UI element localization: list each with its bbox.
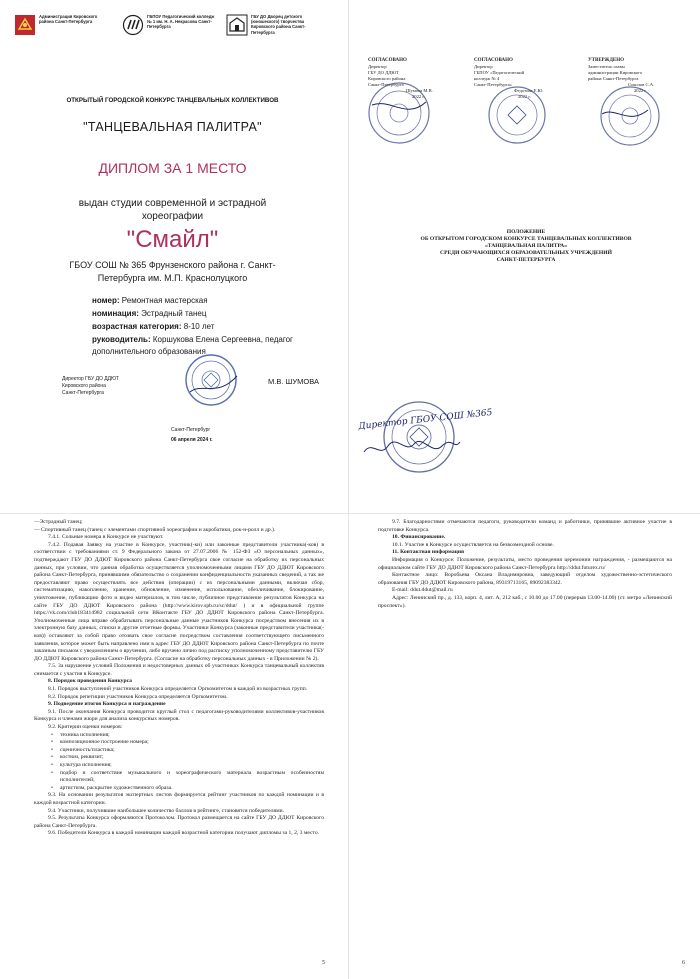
paragraph: Контактное лицо: Воробьева Оксана Владимировна, заведующий отделом художественно-эстетического образования ГБУ ДО ДДЮТ Кировского района, 89319713165, 89092383342. (378, 572, 672, 586)
issued-to-line-1: выдан студии современной и эстрадной (78, 198, 267, 209)
paragraph: 7.5. За нарушение условий Положения и недостоверных данных об участниках Конкурса танцевальный коллектив снимается с участия в Конкурсе. (34, 663, 324, 677)
paragraph: 9.3. На основании результатов экспертных листов формируется рейтинг участников по каждой номинации и в каждой возрастной категории. (34, 792, 324, 806)
signer-line: Кировского района (62, 383, 106, 389)
field-age-category: возрастная категория: 8-10 лет (92, 322, 215, 331)
section-heading: 11. Контактная информация (392, 549, 465, 556)
paragraph: 9.4. Участники, получившие наибольшее количество баллов в рейтинге, становятся победителями. (48, 807, 285, 814)
paragraph: 9.5. Результаты Конкурса оформляются Протоколом. Протокол размещается на сайте ГБУ ДО ДДЮТ Кировского района Санкт-Петербурга. (34, 815, 324, 829)
logo-administration (14, 14, 107, 36)
paragraph: 9.7. Благодарностями отмечаются педагоги, руководители команд и работники, принявшие активное участие в подготовке Конкурса. (378, 519, 672, 533)
paragraph: — Спортивный танец (танец с элементами спортивной хореографии и акробатики, рок-н-ролл и др.). (34, 526, 276, 533)
section-heading: 9. Подведение итогов Конкурса и награждение (48, 701, 166, 708)
list-item: • техника исполнения; (60, 732, 324, 740)
contest-line: ОТКРЫТЫЙ ГОРОДСКОЙ КОНКУРС ТАНЦЕВАЛЬНЫХ КОЛЛЕКТИВОВ (66, 97, 279, 104)
round-seal-icon (366, 80, 432, 146)
paragraph: 9.2. Критерии оценки номеров: (48, 724, 123, 731)
page-6-text (378, 519, 672, 610)
logo-text: ГБУ ДО Дворец детского (юношеского) творчества Кировского района Санкт-Петербурга (251, 14, 306, 35)
regulation-title: ПОЛОЖЕНИЕ ОБ ОТКРЫТОМ ГОРОДСКОМ КОНКУРСЕ ТАНЦЕВАЛЬНЫХ КОЛЛЕКТИВОВ «ТАНЦЕВАЛЬНАЯ ПАЛИТРА» СРЕДИ ОБУЧАЮЩИХСЯ ОБРАЗОВАТЕЛЬНЫХ УЧРЕЖДЕНИЙ САНКТ-ПЕТЕРБУРГА (420, 229, 632, 263)
section-heading: 8. Порядок проведения Конкурса (48, 678, 132, 685)
signer-line: Директор ГБУ ДО ДДЮТ (62, 376, 119, 382)
page-number: 5 (322, 960, 325, 966)
paragraph: 8.2. Порядок репетиции участников Конкурса определяется Оргкомитетом. (48, 693, 228, 700)
page-number: 6 (682, 960, 685, 966)
school-line-1: ГБОУ СОШ № 365 Фрунзенского района г. Санкт- (69, 260, 276, 270)
youth-palace-logo-icon (226, 14, 248, 36)
handwritten-signature: Директор ГБОУ СОШ №365 (358, 407, 493, 432)
field-number: номер: Ремонтная мастерская (92, 296, 208, 305)
paragraph: 7.4.1. Сольные номера в Конкурсе не участвуют. (48, 534, 164, 541)
college-logo-icon (122, 14, 144, 36)
section-heading: 10. Финансирование. (392, 534, 446, 541)
logo-text: Администрация Кировского района Санкт-Петербурга (39, 14, 98, 25)
issued-to-line-2: хореографии (141, 211, 204, 222)
page-divider-vertical (348, 0, 349, 979)
diploma-page (0, 0, 345, 512)
approval-block-2: СОГЛАСОВАНО Директор ГБПОУ «Педагогический колледж № 4 Санкт-Петербурга» Федотова Е.Ю. 2022 г. (474, 58, 544, 99)
list-item: • сценичность/пластика; (60, 747, 324, 755)
paragraph: 10.1. Участие в Конкурсе осуществляется на безвозмездной основе. (392, 541, 554, 548)
contest-name: "ТАНЦЕВАЛЬНАЯ ПАЛИТРА" (83, 120, 262, 134)
paragraph: Адрес: Ленинский пр., д. 133, корп. 4, лит. А, 212 каб., с 10.00 до 17.00 (перерыв 13.00-14.00) (ст. метро «Ленинский проспект»). (378, 594, 672, 609)
studio-name: "Смайл" (126, 226, 219, 253)
field-nomination: номинация: Эстрадный танец (92, 309, 207, 318)
signer-line: Санкт-Петербурга (62, 390, 104, 396)
regulation-page-6 (352, 514, 700, 979)
paragraph: E-mail: ddut.ddut@mail.ru (392, 587, 453, 594)
paragraph: 8.1. Порядок выступлений участников Конкурса определяется Оргкомитетом в каждой из возрастных групп. (48, 686, 308, 693)
regulation-page-5 (0, 514, 345, 979)
logo-college (122, 14, 215, 36)
page-5-text (34, 519, 324, 838)
diploma-title: ДИПЛОМ ЗА 1 МЕСТО (98, 160, 247, 176)
paragraph: 7.4.2. Подавая Заявку на участие в Конкурсе, участник(-ки) или законные представители участника(-ков) в соответствии с требованиями ст. 9 Федерального закона от 27.07.2006 № 152-ФЗ «О персональных данных», подтверждают ГБУ ДО ДДЮТ Кировского района Санкт-Петербурга свое согласие на обработку их персональных данных, при условии, что данная обработка осуществляется уполномоченными лицами ГБУ ДО ДДЮТ Кировского района Санкт-Петербурга, принявшими обязательство о сохранении конфиденциальности указанных сведений, а так же предоставляют право осуществлять все действия (операции) с их персональными данными, включая сбор, систематизацию, накопление, хранение, обновление, изменение, использование, обезличивание, блокирование, уничтожение, публикацию фото и видео материалов, в том числе, публичное представление результатов Конкурса на сайте ГБУ ДО ДДЮТ Кировского района (http://www.kirov.spb.ru/sc/ddut/ ) и в официальной группе https://vk.com/club183414982 социальной сети ВКонтакте ГБУ ДО ДДЮТ Кировского района Санкт-Петербурга. Уполномоченные лица вправе обрабатывать персональные данные участников Конкурса посредством внесения их в электронную базу данных, списки и другие отчетные формы. Участники Конкурса (законные представители участника(-ков)) оставляют за собой право отозвать свое согласие посредством составления соответствующего письменного заявления, которое может быть направлено ими в адрес ГБУ ДО ДДЮТ Кировского района Санкт-Петербурга по почте заказным письмом с уведомлением о вручении, либо вручено лично под расписку уполномоченному представителю ГБУ ДО ДДЮТ Кировского района Санкт-Петербурга. (Согласие на обработку персональных данных - в Приложении № 2). (34, 541, 324, 662)
field-supervisor-cont: дополнительного образования (92, 347, 206, 356)
criteria-list (34, 732, 324, 793)
round-seal-icon (598, 84, 662, 148)
regulation-cover-page (352, 0, 700, 512)
signature-icon (362, 436, 462, 460)
approval-block-3: УТВЕРЖДЕНО Заместитель главы администрации Кировского района Санкт-Петербурга Соколов С.А. 2022 г. (588, 58, 655, 93)
list-item: • костюм, реквизит; (60, 754, 324, 762)
signer-name: М.В. ШУМОВА (268, 377, 319, 386)
round-seal-icon (182, 352, 240, 408)
paragraph: 9.1. После окончания Конкурса проводится круглый стол с педагогами-руководителями коллективов-участников Конкурса и членами жюри для анализа конкурсных номеров. (34, 708, 324, 723)
school-line-2: Петербурга им. М.П. Краснолуцкого (97, 273, 248, 283)
city: Санкт-Петербург (171, 427, 211, 433)
list-item: • композиционное построение номера; (60, 739, 324, 747)
list-item: • артистизм, раскрытие художественного образа. (60, 785, 324, 793)
paragraph: —Эстрадный танец; (34, 519, 83, 525)
list-item: • подбор и соответствие музыкального и хореографического материала возрастным особенностям исполнителей; (60, 770, 324, 785)
logo-text: ГБПОУ Педагогический колледж № 1 им. Н. А. Некрасова Санкт-Петербурга (147, 14, 215, 30)
round-seal-icon (486, 84, 548, 146)
approval-block-1: СОГЛАСОВАНО Директор ГБУ ДО ДДЮТ Кировского района Санкт-Петербурга Шумова М.В. 2022 г. (368, 58, 433, 99)
paragraph: 9.6. Победители Конкурса в каждой номинации каждой возрастной категории получают дипломы за 1, 2, 3 место. (48, 830, 320, 837)
list-item: • культура исполнения; (60, 762, 324, 770)
emblem-icon (14, 14, 36, 36)
field-supervisor: руководитель: Коршукова Елена Сергеевна, педагог (92, 335, 293, 344)
paragraph: Информация о Конкурсе: Положение, результаты, место проведения церемонии награждения, - размещаются на официальном сайте ГБУ ДО ДДЮТ Кировского района Санкт-Петербурга http://ddut.futurex.ru/ (378, 556, 672, 571)
diploma-date: 06 апреля 2024 г. (171, 437, 213, 443)
logo-youth-palace (226, 14, 319, 36)
signer-block (62, 376, 119, 397)
